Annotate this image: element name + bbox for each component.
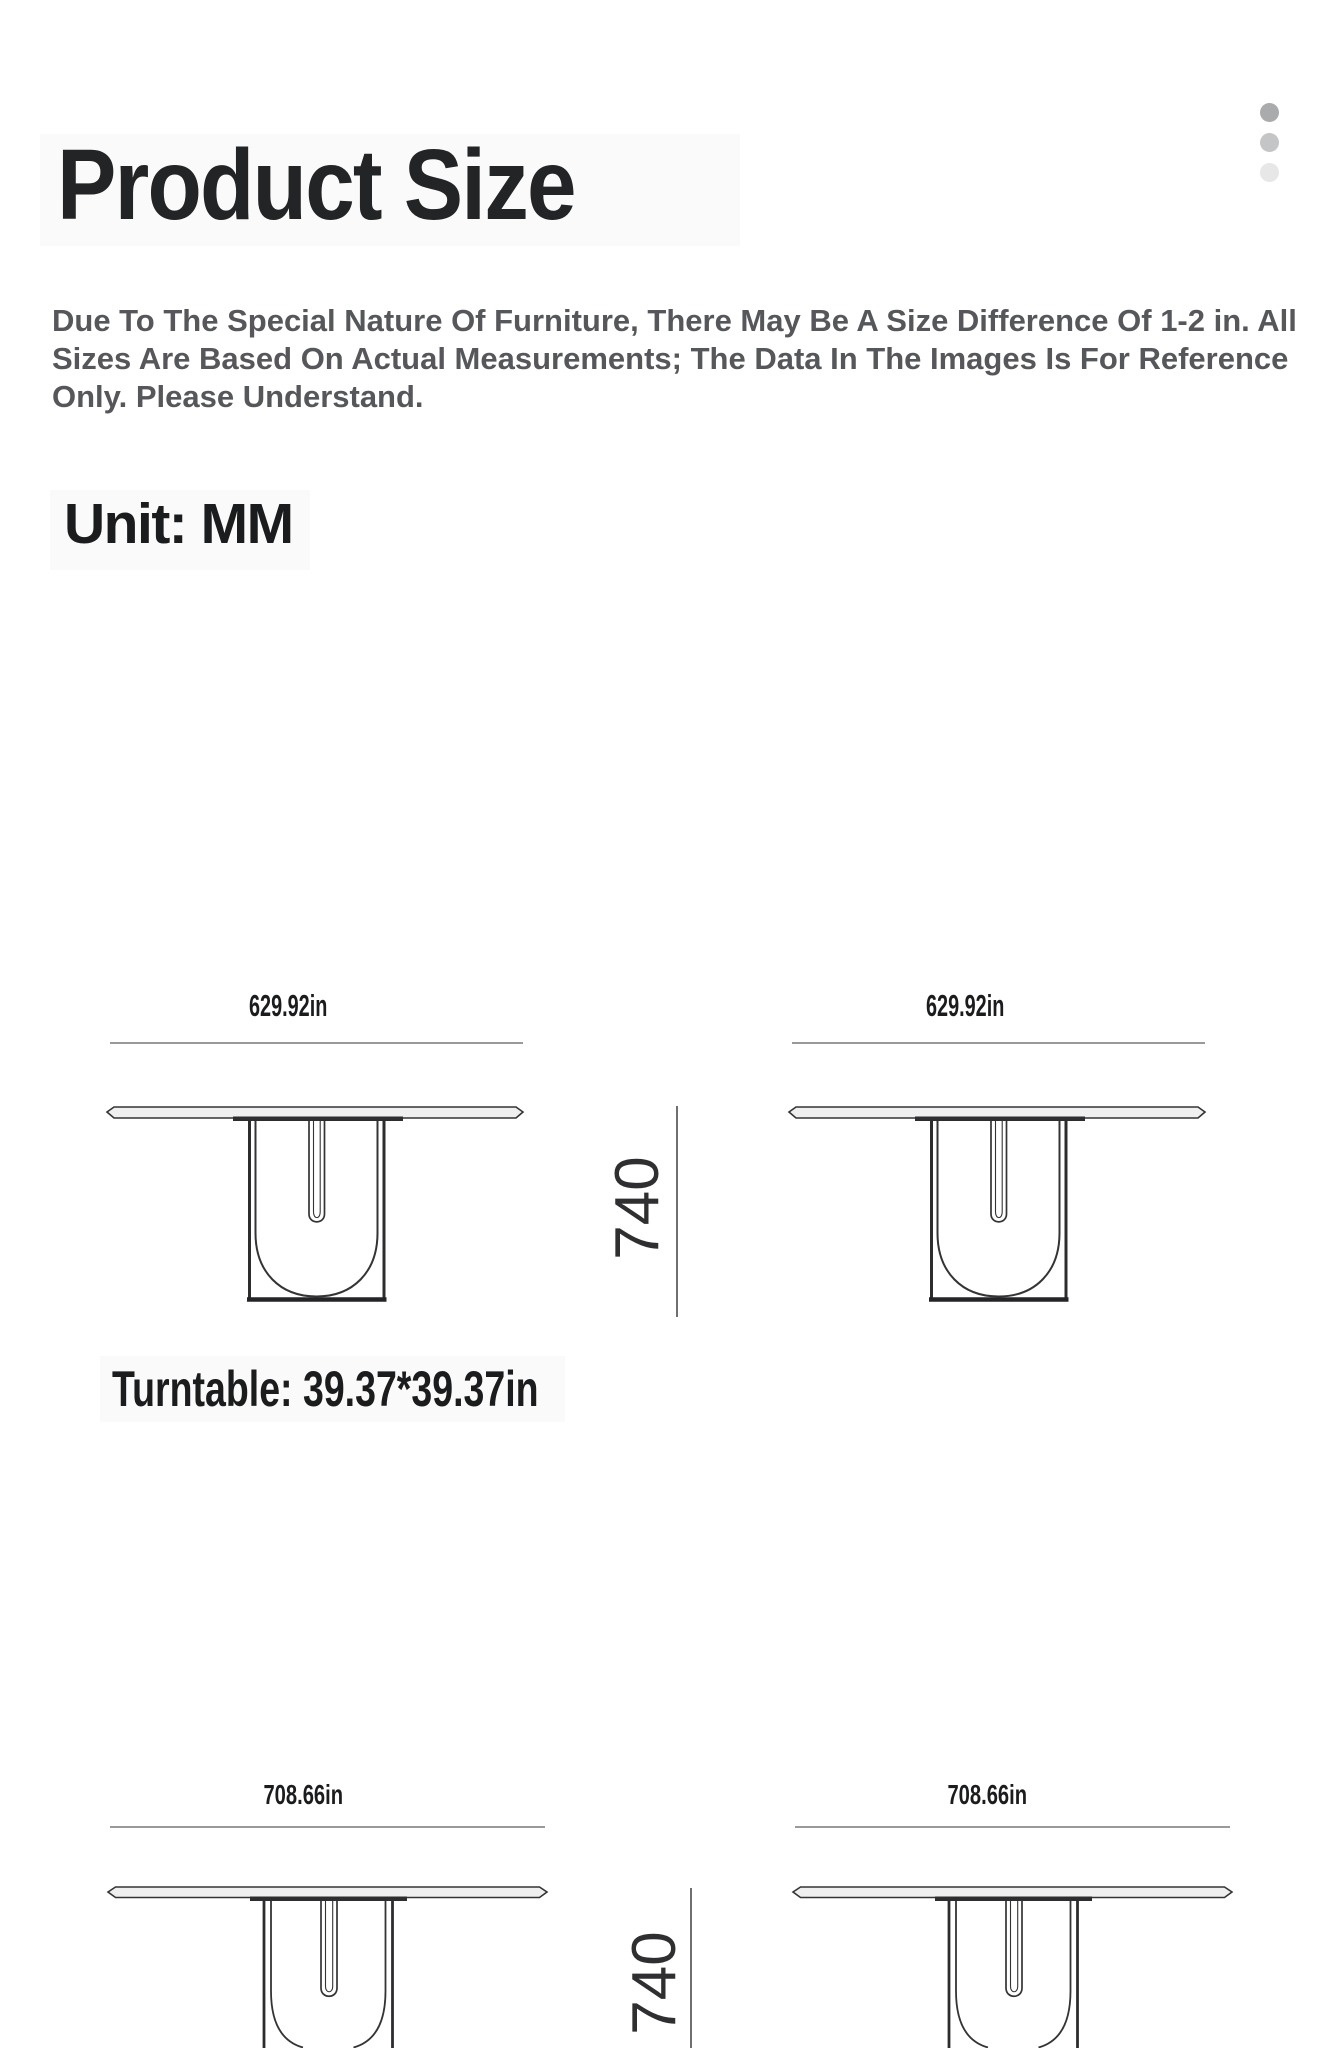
pedestal-u-curve-left: [271, 1901, 303, 2048]
width-dimension-label: 629.92in: [248, 988, 328, 1023]
pedestal-center-slot-inner: [314, 1121, 321, 1218]
page-title: Product Size: [57, 129, 575, 241]
pedestal-center-slot-inner: [326, 1901, 333, 1992]
pedestal-u-curve: [256, 1121, 378, 1297]
tabletop-mounting-plate: [233, 1117, 403, 1122]
tabletop-mounting-plate: [915, 1117, 1085, 1122]
carousel-dot-icon[interactable]: [1260, 163, 1279, 182]
width-dimension-label: 708.66in: [947, 1779, 1027, 1810]
table-side-view-diagram: [100, 1823, 550, 2048]
height-dimension-line: [676, 1106, 678, 1317]
tabletop-mounting-plate: [250, 1897, 407, 1902]
pedestal-u-curve-right: [354, 1901, 386, 2048]
tabletop-shape: [108, 1887, 547, 1898]
tabletop-mounting-plate: [935, 1897, 1092, 1902]
pedestal-center-slot-inner: [1011, 1901, 1018, 1992]
carousel-dot-icon[interactable]: [1260, 133, 1279, 152]
pedestal-center-slot: [321, 1901, 337, 1996]
pedestal-center-slot-inner: [996, 1121, 1003, 1218]
height-dimension-label: 740: [603, 1156, 672, 1260]
tabletop-shape: [793, 1887, 1232, 1898]
pedestal-u-curve: [938, 1121, 1060, 1297]
pedestal-center-slot: [309, 1121, 325, 1222]
carousel-dot-icon[interactable]: [1260, 103, 1279, 122]
pedestal-center-slot: [991, 1121, 1007, 1222]
turntable-size-note: Turntable: 39.37*39.37in: [112, 1361, 539, 1417]
pedestal-u-curve-right: [1039, 1901, 1071, 2048]
width-dimension-label: 708.66in: [263, 1779, 343, 1810]
tabletop-shape: [789, 1107, 1205, 1118]
table-side-view-diagram: [782, 1030, 1212, 1310]
table-side-view-diagram: [100, 1030, 530, 1310]
size-disclaimer-text: Due To The Special Nature Of Furniture, There May Be A Size Difference Of 1-2 in. All Sizes Are Based On Actual Measurements; The Data In The Images Is For Reference Only. Please Understand.: [52, 303, 1297, 414]
pedestal-center-slot: [1006, 1901, 1022, 1996]
unit-label: Unit: MM: [64, 492, 293, 556]
height-dimension-line: [690, 1888, 692, 2048]
tabletop-shape: [107, 1107, 523, 1118]
height-dimension-label: 740: [620, 1931, 689, 2035]
width-dimension-label: 629.92in: [925, 988, 1005, 1023]
pedestal-u-curve-left: [956, 1901, 988, 2048]
table-side-view-diagram: [785, 1823, 1235, 2048]
carousel-dots-icon[interactable]: [1260, 103, 1279, 193]
